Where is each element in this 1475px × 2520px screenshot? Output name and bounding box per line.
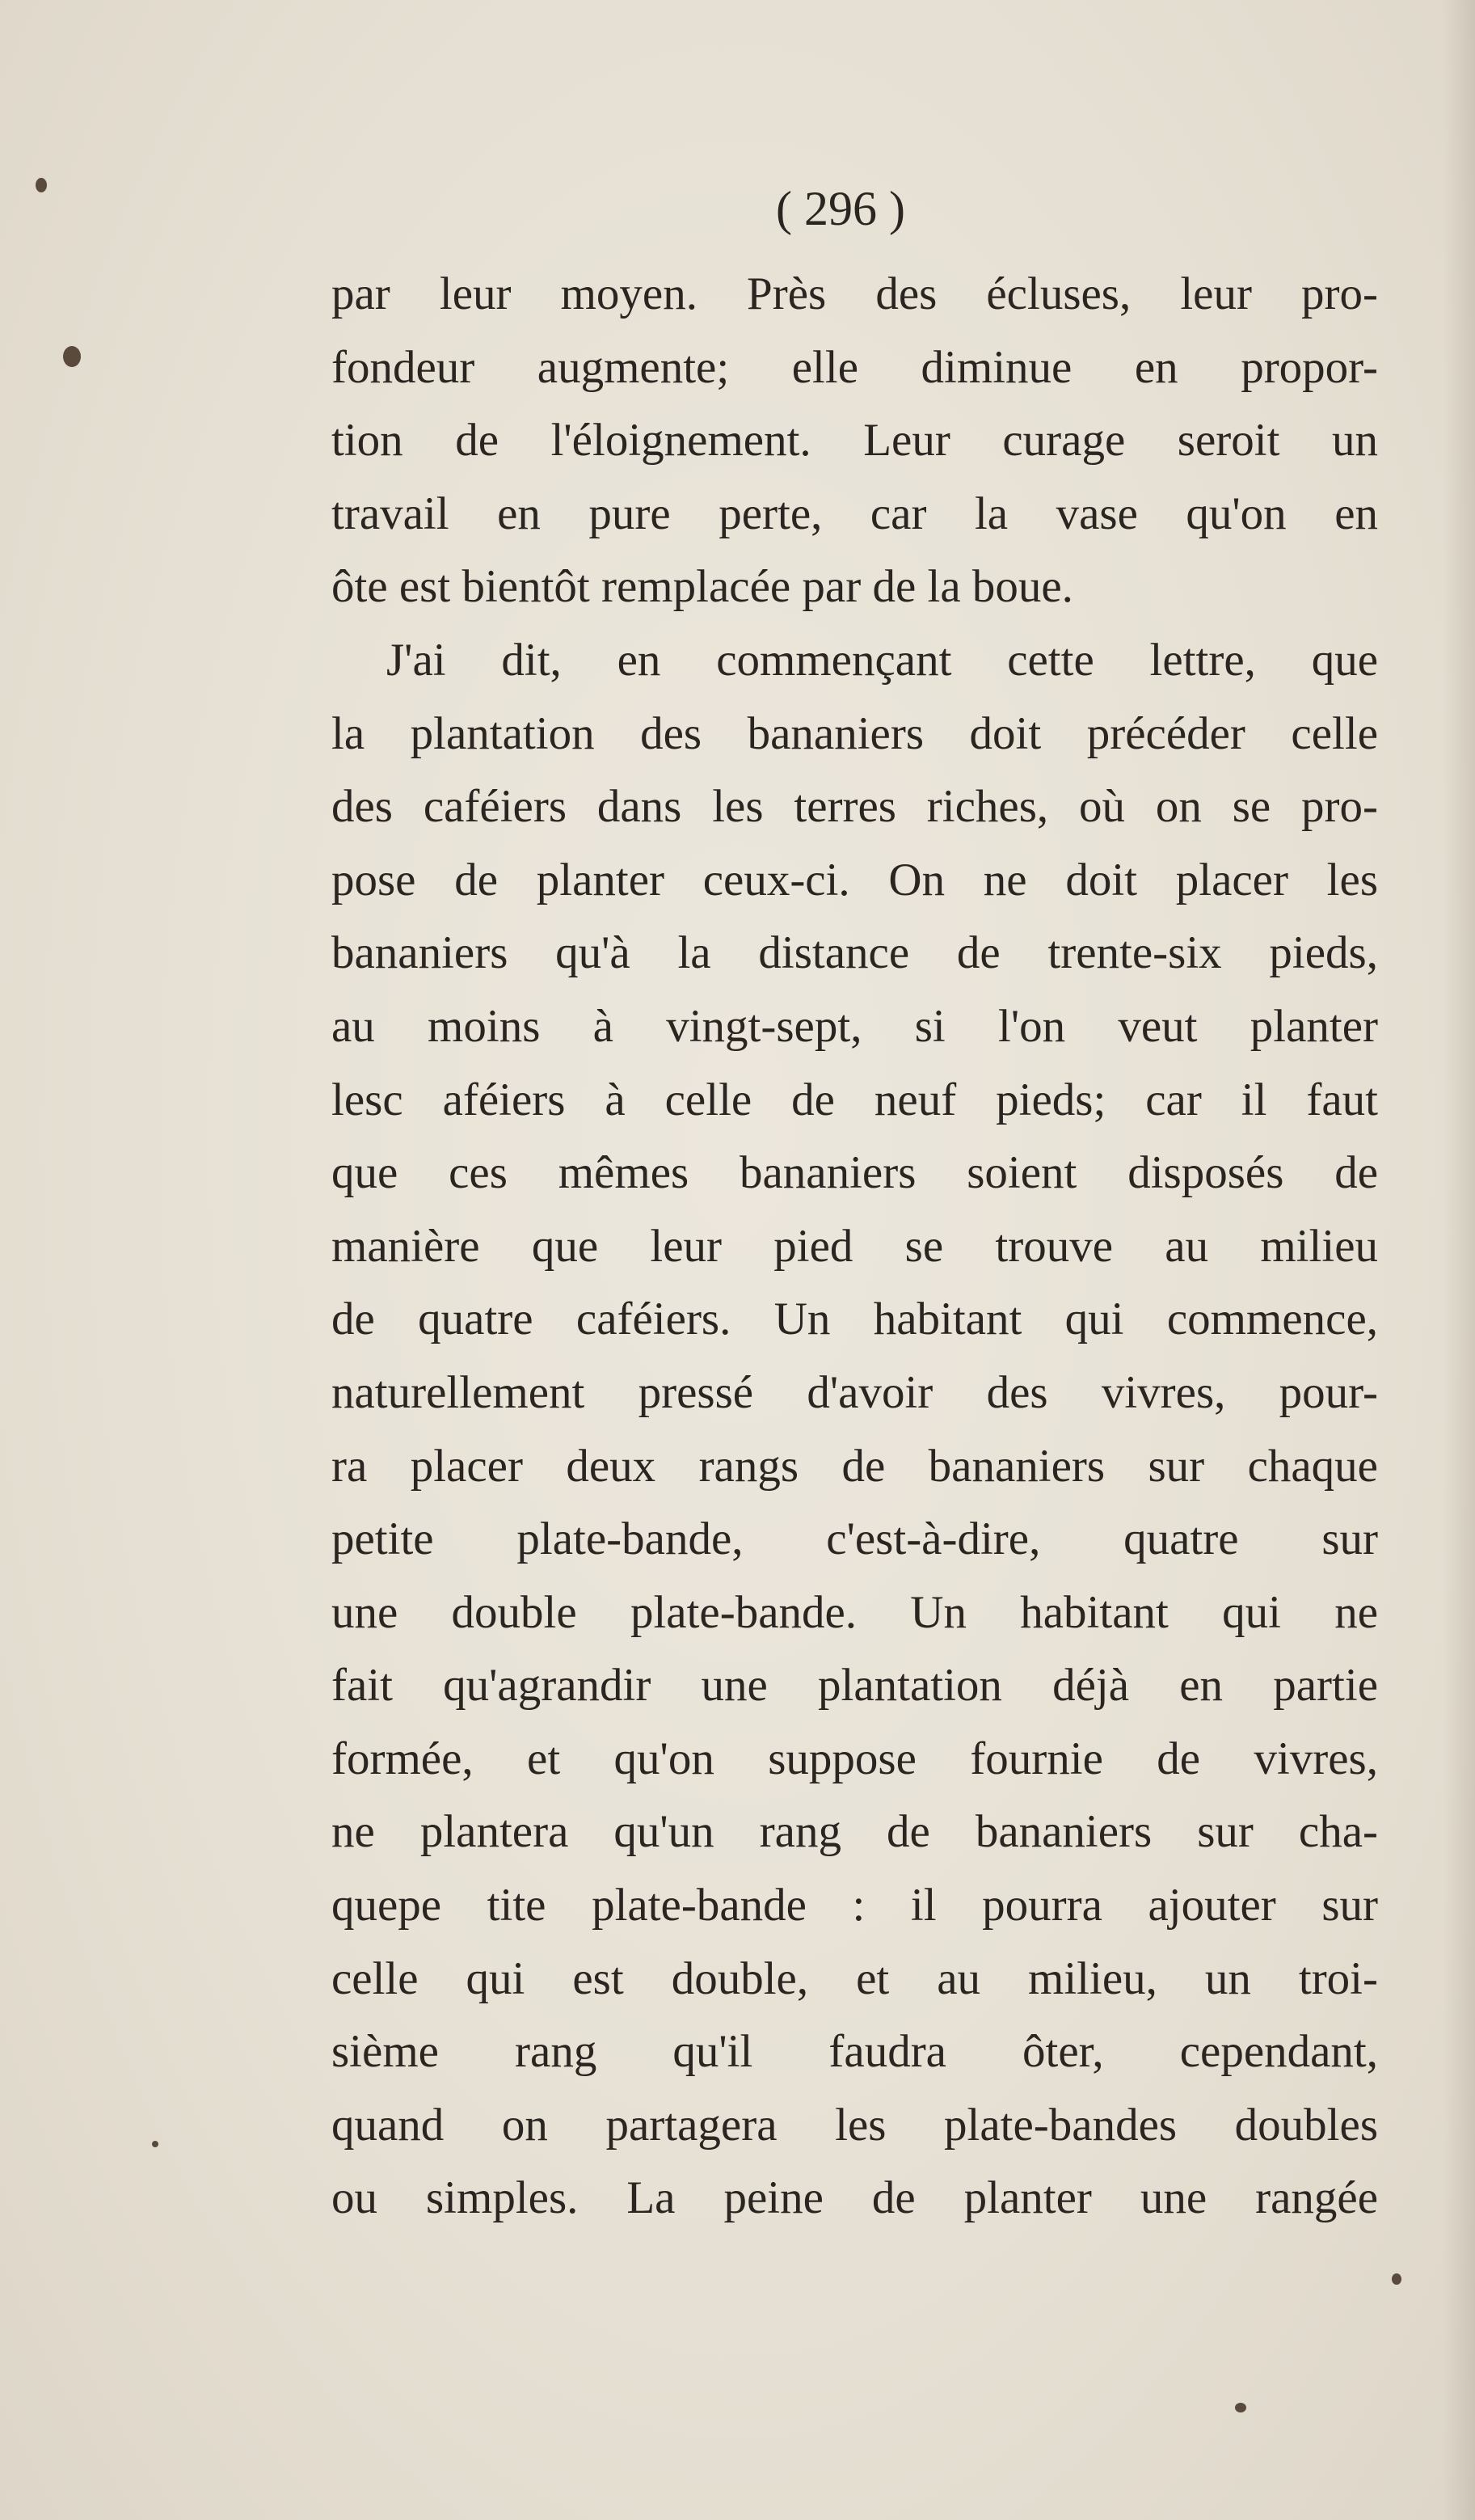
text-line: travail en pure perte, car la vase qu'on en <box>331 488 1378 539</box>
ink-spot <box>63 346 81 367</box>
text-line: J'ai dit, en commençant cette lettre, que <box>386 634 1378 686</box>
text-line: petite plate-bande, c'est-à-dire, quatre sur <box>331 1513 1378 1565</box>
ink-spot <box>1392 2273 1401 2285</box>
text-line: bananiers qu'à la distance de trente-six pieds, <box>331 927 1378 979</box>
text-line: naturellement pressé d'avoir des vivres, pour- <box>331 1366 1378 1418</box>
text-line: ou simples. La peine de planter une rangée <box>331 2172 1378 2224</box>
text-line: ôte est bientôt remplacée par de la boue. <box>331 561 1073 613</box>
text-line: ra placer deux rangs de bananiers sur chaque <box>331 1440 1378 1492</box>
text-line: de quatre caféiers. Un habitant qui commence, <box>331 1294 1378 1345</box>
text-line: pose de planter ceux-ci. On ne doit placer les <box>331 854 1378 905</box>
page-edge-shadow <box>1443 0 1475 2520</box>
text-line: fait qu'agrandir une plantation déjà en partie <box>331 1660 1378 1712</box>
text-line: la plantation des bananiers doit précéder celle <box>331 707 1378 759</box>
text-line: ne plantera qu'un rang de bananiers sur cha- <box>331 1806 1378 1858</box>
text-line: des caféiers dans les terres riches, où on se pro- <box>331 781 1378 833</box>
text-line: celle qui est double, et au milieu, un troi- <box>331 1952 1378 2004</box>
body-text <box>331 258 1378 2235</box>
page-number: ( 296 ) <box>776 182 905 235</box>
ink-spot <box>152 2141 158 2147</box>
text-line: quand on partagera les plate-bandes doubles <box>331 2099 1378 2151</box>
text-line: par leur moyen. Près des écluses, leur pro- <box>331 268 1378 319</box>
text-line: tion de l'éloignement. Leur curage seroit un <box>331 415 1378 466</box>
text-line: manière que leur pied se trouve au milieu <box>331 1220 1378 1272</box>
text-line: une double plate-bande. Un habitant qui ne <box>331 1586 1378 1638</box>
text-line: quepe tite plate-bande : il pourra ajouter sur <box>331 1880 1378 1931</box>
text-line: sième rang qu'il faudra ôter, cependant, <box>331 2026 1378 2078</box>
text-line: que ces mêmes bananiers soient disposés de <box>331 1147 1378 1199</box>
text-line: formée, et qu'on suppose fournie de vivres, <box>331 1733 1378 1784</box>
text-line: au moins à vingt-sept, si l'on veut planter <box>331 1000 1378 1052</box>
ink-spot <box>1235 2403 1246 2412</box>
text-line: fondeur augmente; elle diminue en propor- <box>331 341 1378 393</box>
text-line: lesc aféiers à celle de neuf pieds; car il faut <box>331 1074 1378 1125</box>
